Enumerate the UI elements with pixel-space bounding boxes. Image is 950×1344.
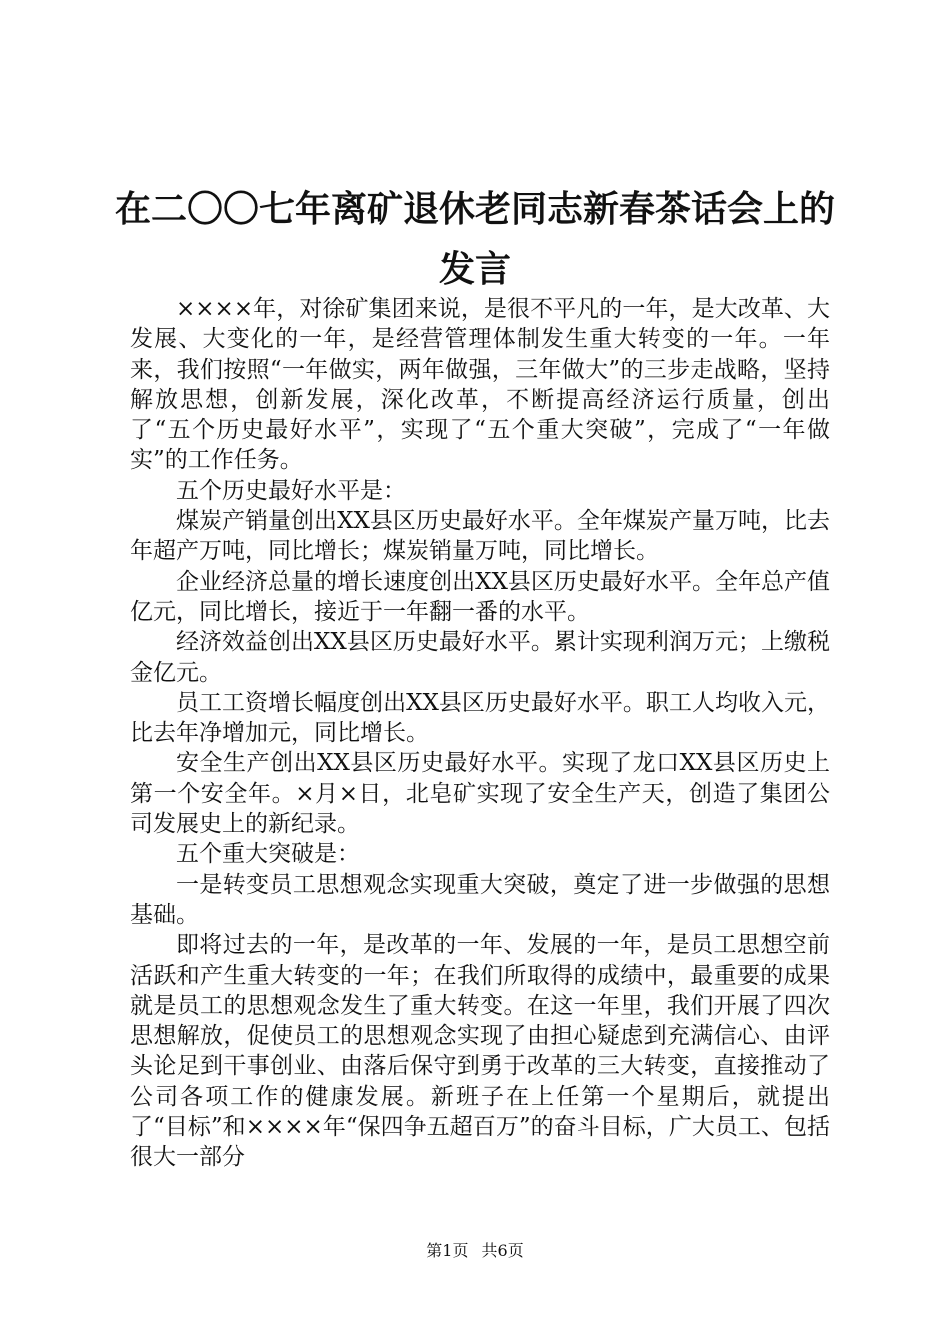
paragraph: 即将过去的一年，是改革的一年、发展的一年，是员工思想空前活跃和产生重大转变的一年；在我们所取得的成绩中，最重要的成果就是员工的思想观念发生了重大转变。在这一年里，我们开展了四次思想解放，促使员工的思想观念实现了由担心疑虑到充满信心、由评头论足到干事创业、由落后保守到勇于改革的三大转变，直接推动了公司各项工作的健康发展。新班子在上任第一个星期后，就提出了“目标”和××××年“保四争五超百万”的奋斗目标，广大员工、包括很大一部分 — [130, 932, 830, 1171]
paragraph: 一是转变员工思想观念实现重大突破，奠定了进一步做强的思想基础。 — [130, 871, 830, 928]
paragraph: ××××年，对徐矿集团来说，是很不平凡的一年，是大改革、大发展、大变化的一年，是经营管理体制发生重大转变的一年。一年来，我们按照“一年做实，两年做强，三年做大”的三步走战略，坚持解放思想，创新发展，深化改革，不断提高经济运行质量，创出了“五个历史最好水平”，实现了“五个重大突破”，完成了“一年做实”的工作任务。 — [130, 296, 830, 474]
page-total: 共6页 — [481, 1241, 524, 1260]
paragraph: 安全生产创出XX县区历史最好水平。实现了龙口XX县区历史上第一个安全年。×月×日，北皂矿实现了安全生产天，创造了集团公司发展史上的新纪录。 — [130, 750, 830, 838]
paragraph: 员工工资增长幅度创出XX县区历史最好水平。职工人均收入元，比去年净增加元，同比增长。 — [130, 689, 830, 747]
paragraph: 经济效益创出XX县区历史最好水平。累计实现利润万元；上缴税金亿元。 — [130, 629, 830, 686]
paragraph: 五个历史最好水平是： — [176, 477, 406, 504]
page-number: 第1页 — [426, 1241, 469, 1260]
paragraph: 五个重大突破是： — [176, 841, 360, 868]
title-line-1: 在二〇〇七年离矿退休老同志新春茶话会上的 — [114, 189, 835, 230]
paragraph: 企业经济总量的增长速度创出XX县区历史最好水平。全年总产值亿元，同比增长，接近于一年翻一番的水平。 — [130, 568, 830, 625]
title-line-2: 发言 — [438, 249, 511, 290]
document-title — [110, 180, 840, 300]
page-footer — [0, 1241, 950, 1261]
paragraph: 煤炭产销量创出XX县区历史最好水平。全年煤炭产量万吨，比去年超产万吨，同比增长；煤炭销量万吨，同比增长。 — [130, 508, 830, 565]
document-body — [130, 294, 830, 1173]
